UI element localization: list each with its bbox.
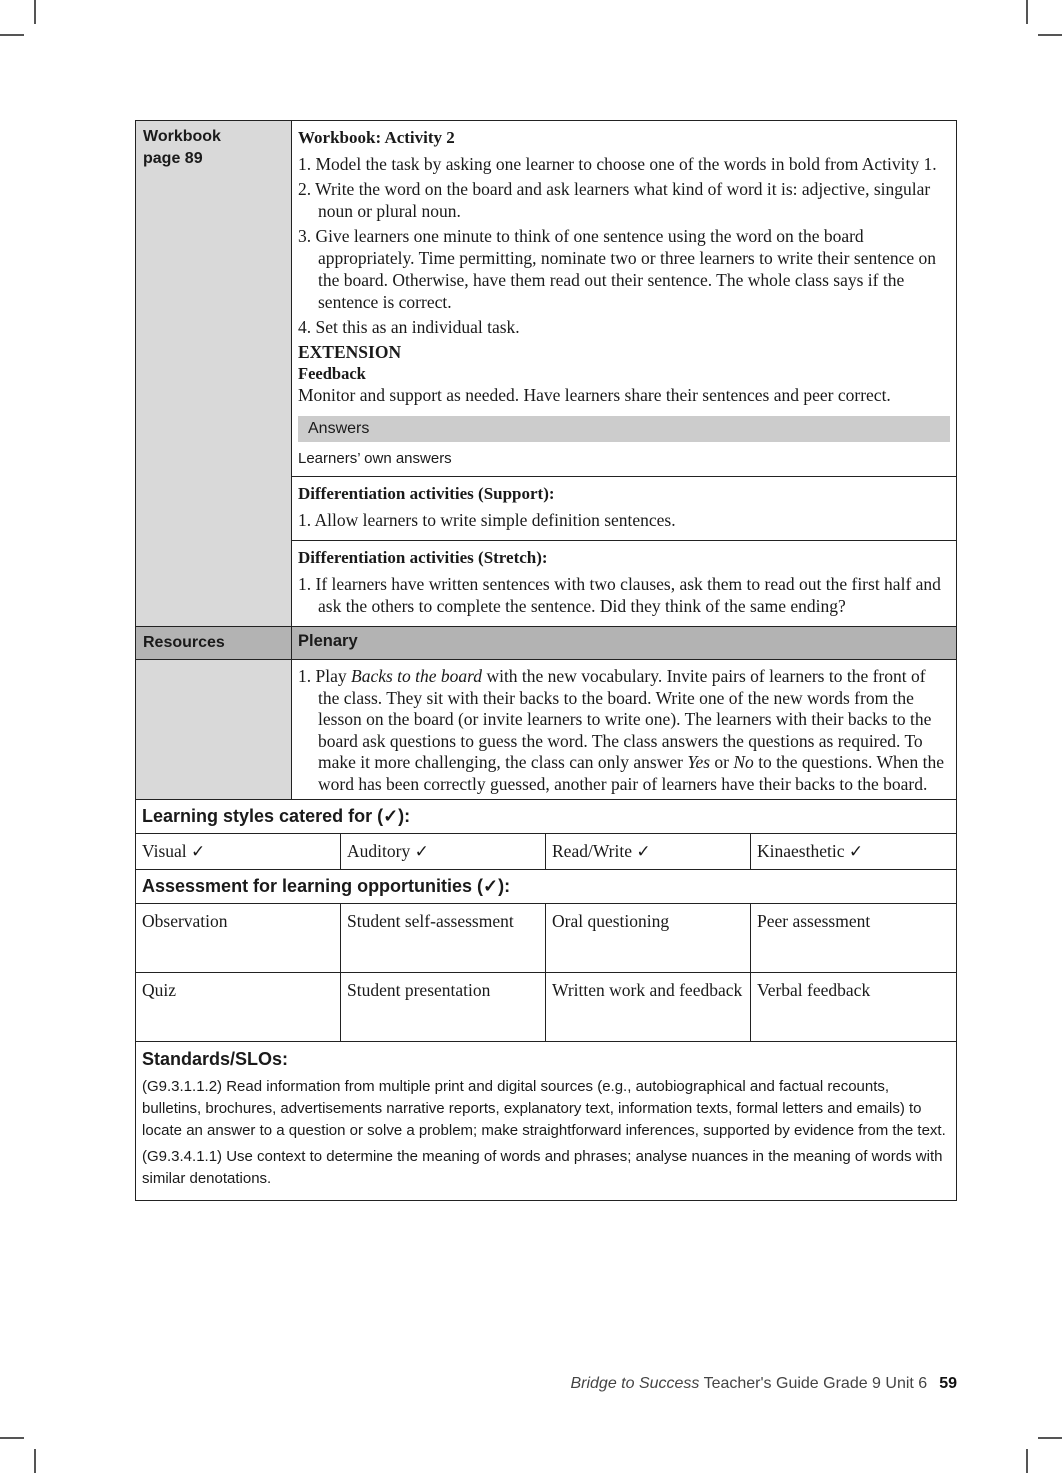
answers-text: Learners’ own answers	[298, 450, 452, 467]
assessment-cell: Quiz	[136, 973, 341, 1042]
assessment-cell: Observation	[136, 904, 341, 973]
resources-label: Resources	[136, 627, 292, 660]
standard-item: (G9.3.1.1.2) Read information from multiple print and digital sources (e.g., autobiographical and factual recounts, bulletins, brochures, advertisements narrative reports, explanatory text, information texts, formal letters and emails) to locate an answer to a question or solve a problem; make straightforward inferences, supported by evidence from the text.	[142, 1078, 946, 1139]
crop-mark	[0, 34, 24, 36]
plenary-text: to the questions. When the word has been correctly guessed, another pair of learners have their backs to the board.	[318, 752, 945, 794]
workbook-page: page 89	[143, 150, 203, 167]
learning-styles-header-row	[136, 800, 957, 834]
activity-step: 1. Model the task by asking one learner to choose one of the words in bold from Activity 1.	[298, 154, 937, 174]
crop-mark	[34, 0, 36, 24]
answers-heading: Answers	[298, 416, 950, 442]
learning-style-visual: Visual ✓	[136, 834, 341, 870]
learning-styles-heading: Learning styles catered for (✓):	[136, 800, 957, 834]
standards-heading: Standards/SLOs:	[142, 1049, 289, 1069]
activity-cell	[292, 121, 957, 477]
activity-title: Workbook: Activity 2	[298, 128, 455, 147]
stretch-item: 1. If learners have written sentences with two clauses, ask them to read out the first half and ask the others to complete the sentence. Did they think of the same ending?	[298, 574, 941, 616]
crop-mark	[1038, 34, 1062, 36]
plenary-cell	[292, 660, 957, 800]
activity-step: 4. Set this as an individual task.	[298, 317, 520, 337]
learning-style-kinaesthetic: Kinaesthetic ✓	[751, 834, 957, 870]
activity-steps	[298, 153, 950, 338]
book-title: Bridge to Success	[570, 1375, 700, 1392]
assessment-cell: Student self-assessment	[341, 904, 546, 973]
assessment-cell: Written work and feedback	[546, 973, 751, 1042]
checkmark-icon: ✓	[636, 842, 651, 862]
extension-heading: EXTENSION	[298, 342, 402, 362]
page-number: 59	[939, 1375, 957, 1392]
yes-word: Yes	[687, 752, 711, 772]
crop-mark	[1026, 0, 1028, 24]
page-footer	[570, 1375, 957, 1393]
assessment-cell: Student presentation	[341, 973, 546, 1042]
activity-step: 3. Give learners one minute to think of one sentence using the word on the board appropriately. Time permitting, nominate two or three learners to write their sentence on the board. Otherwise, have them read out their sentence. The whole class says if the sentence is correct.	[298, 226, 936, 312]
plenary-text: with the new vocabulary. Invite pairs of learners to the front of the class. They sit with their backs to the board. Write one of the new words from the lesson on the board (or invite learners to write one). The learners with their backs to the board ask questions to guess the word. The class answers the questions as required. To make it more challenging, the class can only answer	[318, 666, 932, 772]
activity-step: 2. Write the word on the board and ask learners what kind of word it is: adjective, singular noun or plural noun.	[298, 179, 931, 221]
standards-cell	[136, 1042, 957, 1201]
checkmark-icon: ✓	[191, 842, 206, 862]
lesson-plan-table	[135, 120, 957, 1201]
assessment-cell: Verbal feedback	[751, 973, 957, 1042]
feedback-heading: Feedback	[298, 364, 366, 383]
assessment-row	[136, 904, 957, 973]
stretch-title: Differentiation activities (Stretch):	[298, 548, 548, 567]
crop-mark	[0, 1437, 24, 1439]
feedback-text: Monitor and support as needed. Have learners share their sentences and peer correct.	[298, 385, 891, 405]
support-cell	[292, 477, 957, 541]
crop-mark	[34, 1449, 36, 1473]
resources-cell	[136, 660, 292, 800]
checkmark-icon: ✓	[848, 842, 864, 862]
game-name: Backs to the board	[351, 666, 483, 686]
learning-style-auditory: Auditory ✓	[341, 834, 546, 870]
plenary-text: 1. Play	[298, 666, 351, 686]
learning-style-read-write: Read/Write ✓	[546, 834, 751, 870]
learning-styles-row	[136, 834, 957, 870]
assessment-cell: Peer assessment	[751, 904, 957, 973]
standards-row	[136, 1042, 957, 1201]
plenary-header-row	[136, 627, 957, 660]
no-word: No	[733, 752, 754, 772]
workbook-row	[136, 121, 957, 477]
plenary-item	[298, 666, 950, 795]
plenary-heading: Plenary	[292, 627, 957, 660]
footer-subtitle: Teacher's Guide Grade 9 Unit 6	[699, 1375, 928, 1392]
plenary-row	[136, 660, 957, 800]
assessment-row	[136, 973, 957, 1042]
crop-mark	[1026, 1449, 1028, 1473]
assessment-cell: Oral questioning	[546, 904, 751, 973]
plenary-text: or	[710, 752, 734, 772]
crop-mark	[1038, 1437, 1062, 1439]
standard-item: (G9.3.4.1.1) Use context to determine the meaning of words and phrases; analyse nuances in the meaning of words with similar denotations.	[142, 1148, 943, 1187]
support-item: 1. Allow learners to write simple definition sentences.	[298, 510, 676, 530]
assessment-header-row	[136, 870, 957, 904]
checkmark-icon: ✓	[414, 842, 429, 862]
assessment-heading: Assessment for learning opportunities (✓):	[136, 870, 957, 904]
stretch-cell	[292, 541, 957, 627]
support-title: Differentiation activities (Support):	[298, 484, 555, 503]
workbook-reference	[136, 121, 292, 627]
workbook-label: Workbook	[143, 128, 221, 145]
